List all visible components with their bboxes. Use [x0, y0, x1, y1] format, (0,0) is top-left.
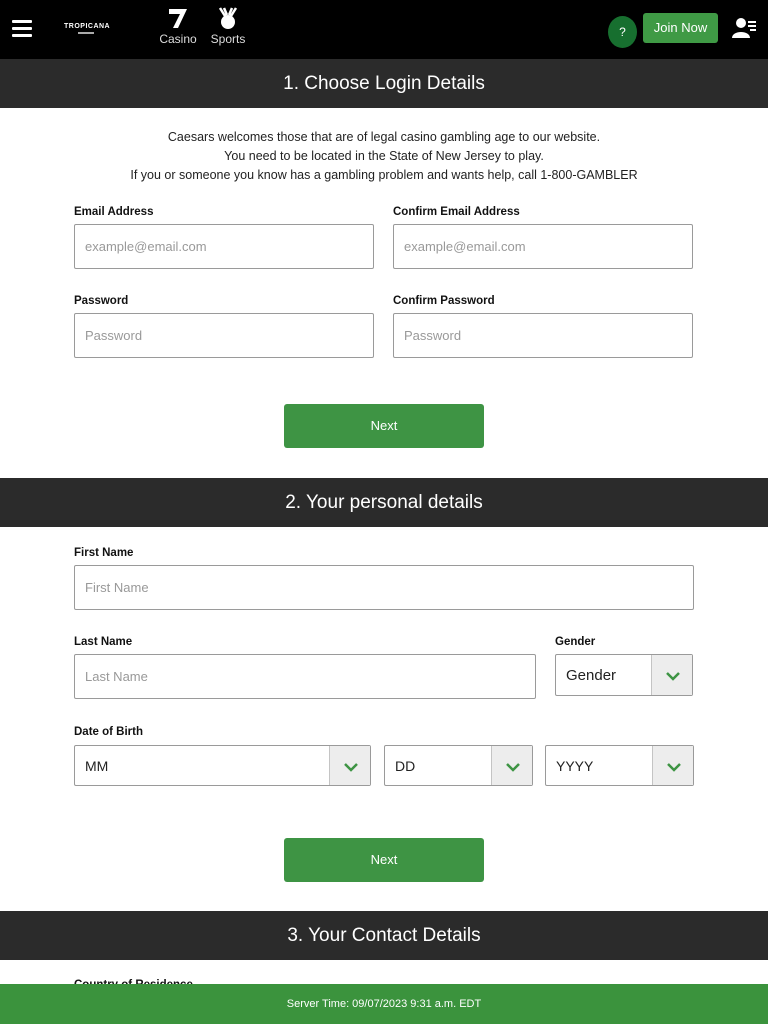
gender-select[interactable]	[555, 654, 693, 696]
step1-next-button[interactable]: Next	[284, 404, 484, 448]
step1-header: 1. Choose Login Details	[0, 59, 768, 108]
brand-logo[interactable]	[64, 23, 112, 37]
nav-casino[interactable]	[158, 6, 198, 46]
logo-text: TROPICANA	[64, 23, 111, 30]
intro-line: If you or someone you know has a gambling problem and wants help, call 1-800-GAMBLER	[130, 168, 638, 182]
confirm-email-label: Confirm Email Address	[393, 206, 520, 218]
dob-year-value: YYYY	[556, 758, 594, 774]
server-time-footer: Server Time: 09/07/2023 9:31 a.m. EDT	[0, 984, 768, 1024]
password-field[interactable]	[74, 313, 374, 358]
seven-icon	[158, 6, 198, 32]
chevron-down-icon	[651, 655, 692, 695]
help-button[interactable]: ?	[608, 16, 637, 48]
password-label: Password	[74, 295, 129, 307]
email-label: Email Address	[74, 206, 154, 218]
confirm-password-label: Confirm Password	[393, 295, 495, 307]
step2-next-button[interactable]: Next	[284, 838, 484, 882]
dob-day-select[interactable]	[384, 745, 533, 786]
confirm-email-field[interactable]	[393, 224, 693, 269]
last-name-label: Last Name	[74, 636, 133, 648]
join-now-button[interactable]: Join Now	[643, 13, 718, 43]
dob-month-value: MM	[85, 758, 109, 774]
dob-year-select[interactable]	[545, 745, 694, 786]
gender-label: Gender	[555, 636, 596, 648]
intro-line: You need to be located in the State of New Jersey to play.	[224, 149, 544, 163]
step2-header: 2. Your personal details	[0, 478, 768, 527]
dob-day-value: DD	[395, 758, 416, 774]
logo-underline	[78, 32, 94, 34]
top-nav-bar	[0, 0, 768, 59]
gender-value: Gender	[566, 667, 617, 684]
nav-sports-label: Sports	[210, 32, 246, 46]
hamburger-icon[interactable]	[12, 20, 32, 38]
first-name-field[interactable]	[74, 565, 694, 610]
intro-text	[0, 128, 768, 185]
intro-line: Caesars welcomes those that are of legal casino gambling age to our website.	[167, 130, 601, 144]
last-name-field[interactable]	[74, 654, 536, 699]
dob-month-select[interactable]	[74, 745, 371, 786]
dob-label: Date of Birth	[74, 726, 143, 738]
chevron-down-icon	[491, 746, 532, 785]
chevron-down-icon	[329, 746, 370, 785]
nav-sports[interactable]	[208, 6, 248, 46]
email-field[interactable]	[74, 224, 374, 269]
chevron-down-icon	[652, 746, 693, 785]
user-icon[interactable]	[732, 17, 756, 39]
medal-icon	[208, 6, 248, 32]
first-name-label: First Name	[74, 547, 134, 559]
nav-casino-label: Casino	[159, 32, 197, 46]
step3-header: 3. Your Contact Details	[0, 911, 768, 960]
confirm-password-field[interactable]	[393, 313, 693, 358]
